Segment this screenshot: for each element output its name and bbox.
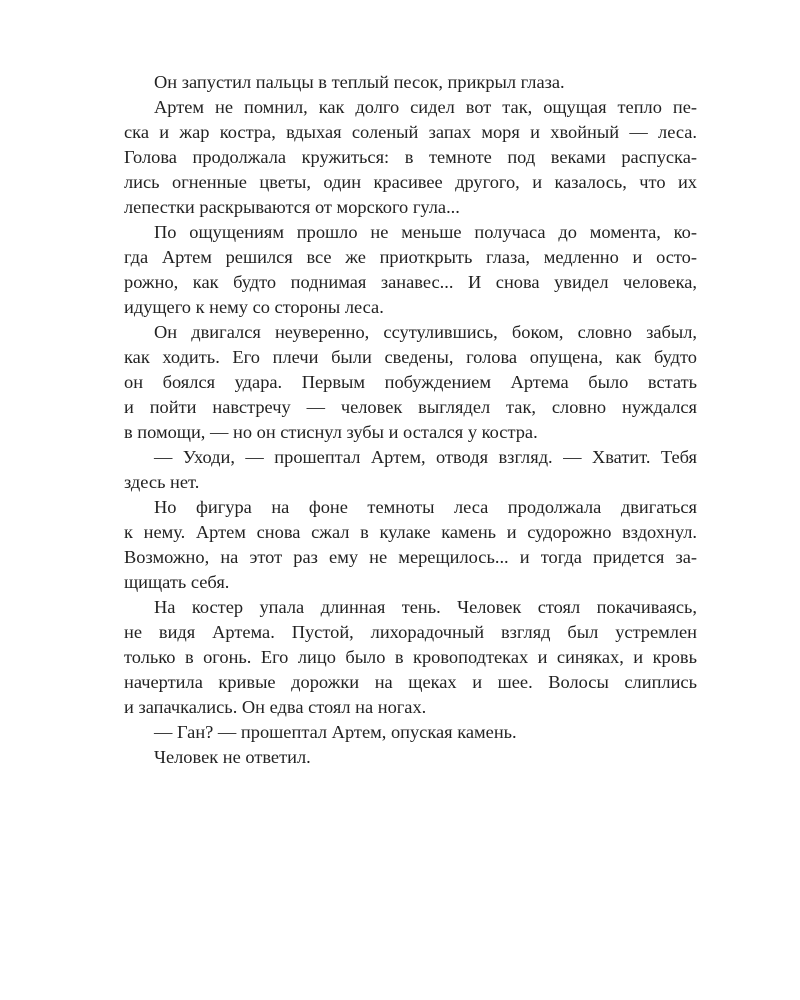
- text-line: ска и жар костра, вдыхая соленый запах моря и хвойный — леса.: [124, 122, 697, 142]
- text-line: идущего к нему со стороны леса.: [124, 297, 384, 317]
- text-line: На костер упала длинная тень. Человек стоял покачиваясь,: [154, 597, 697, 617]
- paragraph: [124, 495, 697, 595]
- text-line: лись огненные цветы, один красивее другого, и казалось, что их: [124, 172, 697, 192]
- text-line: Возможно, на этот раз ему не мерещилось... и тогда придется за-: [124, 547, 697, 567]
- text-line: Он запустил пальцы в теплый песок, прикрыл глаза.: [154, 72, 565, 92]
- text-line: и запачкались. Он едва стоял на ногах.: [124, 697, 427, 717]
- paragraph: [124, 745, 697, 770]
- text-line: он боялся удара. Первым побуждением Артема было встать: [124, 372, 697, 392]
- text-line: Голова продолжала кружиться: в темноте под веками распуска-: [124, 147, 697, 167]
- paragraph: [124, 595, 697, 720]
- text-line: начертила кривые дорожки на щеках и шее. Волосы слиплись: [124, 672, 697, 692]
- text-line: как ходить. Его плечи были сведены, голова опущена, как будто: [124, 347, 697, 367]
- text-line: в помощи, — но он стиснул зубы и остался у костра.: [124, 422, 538, 442]
- text-line: здесь нет.: [124, 472, 200, 492]
- paragraph: [124, 445, 697, 495]
- text-line: гда Артем решился все же приоткрыть глаза, медленно и осто-: [124, 247, 697, 267]
- text-line: щищать себя.: [124, 572, 230, 592]
- paragraph: [124, 220, 697, 320]
- text-line: рожно, как будто поднимая занавес... И снова увидел человека,: [124, 272, 697, 292]
- text-line: не видя Артема. Пустой, лихорадочный взгляд был устремлен: [124, 622, 697, 642]
- text-line: Артем не помнил, как долго сидел вот так, ощущая тепло пе-: [154, 97, 697, 117]
- paragraph: [124, 320, 697, 445]
- text-line: По ощущениям прошло не меньше получаса до момента, ко-: [154, 222, 697, 242]
- text-line: и пойти навстречу — человек выглядел так, словно нуждался: [124, 397, 697, 417]
- paragraph: [124, 95, 697, 220]
- text-line: только в огонь. Его лицо было в кровоподтеках и синяках, и кровь: [124, 647, 697, 667]
- paragraph: [124, 720, 697, 745]
- page-body-text: [124, 70, 697, 770]
- text-line: — Ган? — прошептал Артем, опуская камень.: [154, 722, 517, 742]
- text-line: — Уходи, — прошептал Артем, отводя взгляд. — Хватит. Тебя: [154, 447, 697, 467]
- text-line: Но фигура на фоне темноты леса продолжала двигаться: [154, 497, 697, 517]
- text-line: лепестки раскрываются от морского гула...: [124, 197, 460, 217]
- text-line: Он двигался неуверенно, ссутулившись, боком, словно забыл,: [154, 322, 697, 342]
- text-line: к нему. Артем снова сжал в кулаке камень и судорожно вздохнул.: [124, 522, 697, 542]
- text-line: Человек не ответил.: [154, 747, 311, 767]
- paragraph: [124, 70, 697, 95]
